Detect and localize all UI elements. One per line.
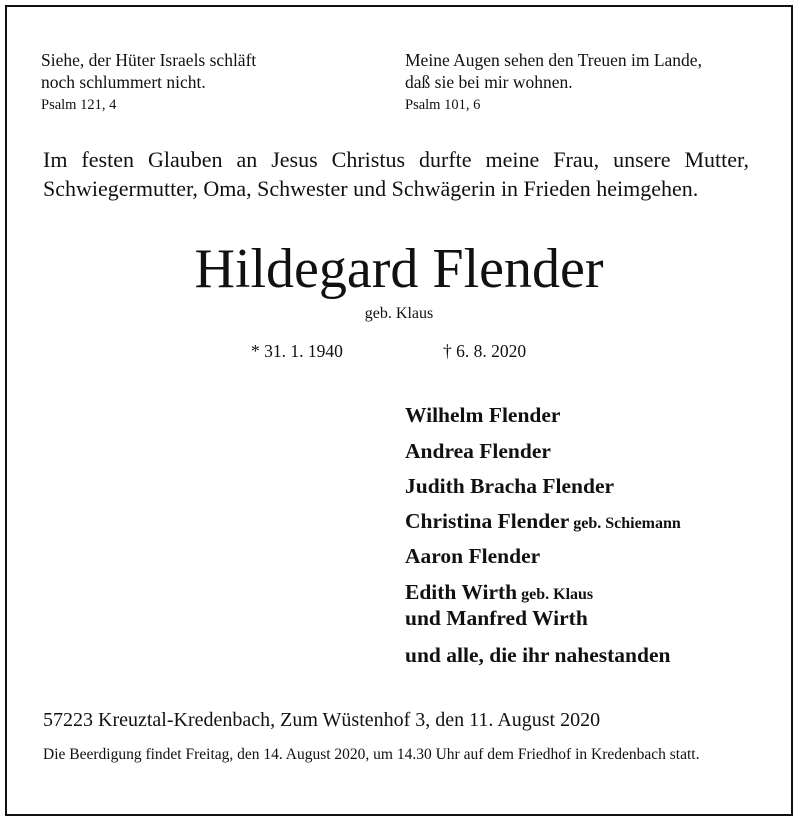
mourner-2 <box>405 474 614 499</box>
death-date: † 6. 8. 2020 <box>443 341 527 361</box>
verse-left-reference: Psalm 121, 4 <box>41 97 117 113</box>
mourner-7 <box>405 643 670 668</box>
maiden-name: geb. Klaus <box>364 305 434 322</box>
verse-right-line-2: daß sie bei mir wohnen. <box>405 72 573 92</box>
deceased-name: Hildegard Flender <box>194 238 604 300</box>
mourner-4 <box>405 544 540 569</box>
mourner-name: und alle, die ihr nahestanden <box>405 643 671 667</box>
mourner-1 <box>405 439 551 464</box>
mourner-0 <box>405 403 560 428</box>
mourner-name: Wilhelm Flender <box>405 403 561 427</box>
verse-left-line-1: Siehe, der Hüter Israels schläft <box>41 50 257 70</box>
mourner-suffix: geb. Klaus <box>517 586 594 603</box>
birth-date: * 31. 1. 1940 <box>251 341 343 361</box>
mourner-3 <box>405 509 681 534</box>
verse-right <box>405 49 702 93</box>
verse-left-line-2: noch schlummert nicht. <box>41 72 206 92</box>
obituary-card <box>5 5 793 816</box>
verse-left <box>41 49 256 93</box>
mourner-5 <box>405 580 593 605</box>
mourner-6 <box>405 606 588 631</box>
verse-right-line-1: Meine Augen sehen den Treuen im Lande, <box>405 50 702 70</box>
mourner-name: Edith Wirth <box>405 580 518 604</box>
intro-text: Im festen Glauben an Jesus Christus durfte meine Frau, unsere Mutter, Schwiegermutter, Oma, Schwester und Schwägerin in Frieden heimgehen. <box>43 147 749 201</box>
funeral-notice: Die Beerdigung findet Freitag, den 14. August 2020, um 14.30 Uhr auf dem Friedhof in Kredenbach statt. <box>43 746 700 763</box>
mourner-name: Andrea Flender <box>405 439 551 463</box>
mourner-name: Aaron Flender <box>405 544 541 568</box>
mourner-name: Judith Bracha Flender <box>405 474 615 498</box>
verse-right-reference: Psalm 101, 6 <box>405 97 481 113</box>
mourner-name: Christina Flender <box>405 509 570 533</box>
address-line: 57223 Kreuztal-Kredenbach, Zum Wüstenhof 3, den 11. August 2020 <box>43 709 601 731</box>
mourner-suffix: geb. Schiemann <box>569 515 681 532</box>
mourner-name: und Manfred Wirth <box>405 606 588 630</box>
